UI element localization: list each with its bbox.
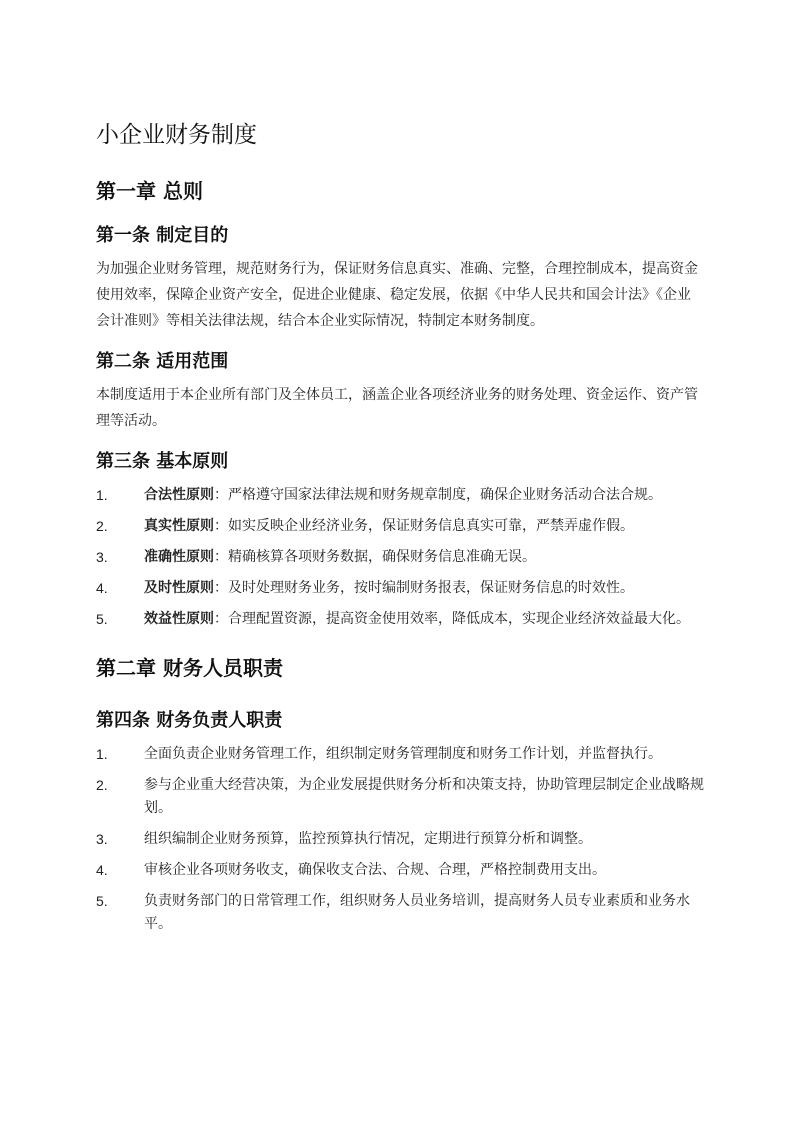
chapter-2-title: 第二章 财务人员职责: [96, 656, 283, 680]
list-item-separator: ：: [214, 487, 228, 503]
responsibilities-list: [96, 743, 704, 936]
list-item-text: 组织编制企业财务预算，监控预算执行情况，定期进行预算分析和调整。: [144, 831, 592, 847]
list-item-number: 5.: [96, 893, 108, 909]
list-item: [96, 608, 704, 631]
list-item-term: 效益性原则: [144, 611, 214, 627]
list-item-text: 及时处理财务业务，按时编制财务报表，保证财务信息的时效性。: [228, 580, 634, 596]
list-item-separator: ：: [214, 518, 228, 534]
list-item-text: 全面负责企业财务管理工作，组织制定财务管理制度和财务工作计划，并监督执行。: [144, 746, 662, 762]
list-item-number: 1.: [96, 487, 108, 503]
principles-list: [96, 484, 704, 631]
list-item: [96, 743, 704, 766]
article-4-title: 第四条 财务负责人职责: [96, 710, 283, 731]
list-item-number: 3.: [96, 831, 108, 847]
list-item: [96, 828, 704, 851]
list-item-number: 4.: [96, 580, 108, 596]
article-3-title: 第三条 基本原则: [96, 451, 229, 472]
article-2-text: 本制度适用于本企业所有部门及全体员工，涵盖企业各项经济业务的财务处理、资金运作、资产管理等活动。: [96, 387, 698, 429]
list-item-number: 3.: [96, 549, 108, 565]
document-title: 小企业财务制度: [96, 122, 257, 148]
list-item-number: 5.: [96, 611, 108, 627]
list-item-term: 真实性原则: [144, 518, 214, 534]
list-item: [96, 577, 704, 600]
list-item-text: 严格遵守国家法律法规和财务规章制度，确保企业财务活动合法合规。: [228, 487, 662, 503]
list-item-separator: ：: [214, 611, 228, 627]
list-item: [96, 484, 704, 507]
list-item-number: 4.: [96, 862, 108, 878]
article-2-title: 第二条 适用范围: [96, 351, 229, 372]
list-item: [96, 890, 704, 936]
list-item: [96, 774, 704, 820]
list-item: [96, 515, 704, 538]
list-item-term: 及时性原则: [144, 580, 214, 596]
list-item-number: 2.: [96, 518, 108, 534]
list-item-number: 2.: [96, 777, 108, 793]
article-1-title: 第一条 制定目的: [96, 225, 229, 246]
list-item-text: 负责财务部门的日常管理工作，组织财务人员业务培训，提高财务人员专业素质和业务水平。: [144, 893, 690, 932]
list-item-number: 1.: [96, 746, 108, 762]
article-1-text: 为加强企业财务管理，规范财务行为，保证财务信息真实、准确、完整，合理控制成本，提高资金使用效率，保障企业资产安全，促进企业健康、稳定发展，依据《中华人民共和国会计法》《企业会计准则》等相关法律法规，结合本企业实际情况，特制定本财务制度。: [96, 261, 698, 329]
list-item-term: 准确性原则: [144, 549, 214, 565]
list-item-text: 审核企业各项财务收支，确保收支合法、合规、合理，严格控制费用支出。: [144, 862, 606, 878]
list-item-text: 合理配置资源，提高资金使用效率，降低成本，实现企业经济效益最大化。: [228, 611, 690, 627]
list-item: [96, 859, 704, 882]
list-item-separator: ：: [214, 549, 228, 565]
list-item-text: 精确核算各项财务数据，确保财务信息准确无误。: [228, 549, 536, 565]
list-item-text: 参与企业重大经营决策，为企业发展提供财务分析和决策支持，协助管理层制定企业战略规划。: [144, 777, 704, 816]
list-item-text: 如实反映企业经济业务，保证财务信息真实可靠，严禁弄虚作假。: [228, 518, 634, 534]
chapter-1-title: 第一章 总则: [96, 179, 203, 203]
list-item-term: 合法性原则: [144, 487, 214, 503]
list-item: [96, 546, 704, 569]
list-item-separator: ：: [214, 580, 228, 596]
